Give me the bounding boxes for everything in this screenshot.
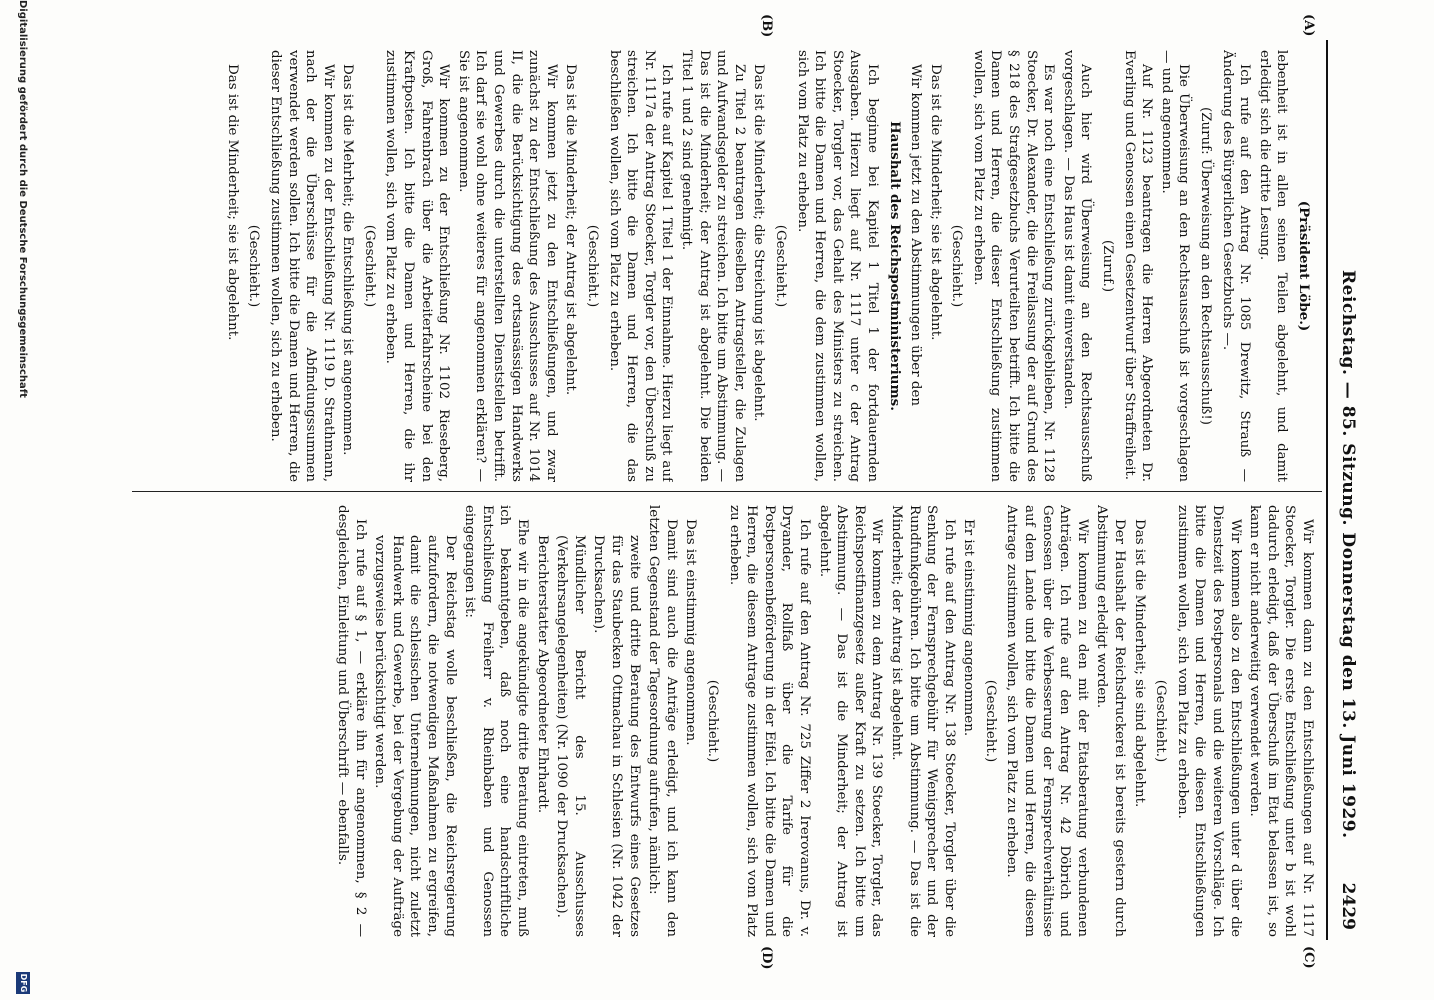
interjection: (Geschieht.) [705, 679, 720, 763]
left-column [136, 50, 1316, 482]
column-divider [132, 491, 1322, 492]
interjection: (Geschieht.) [361, 224, 377, 308]
interjection: (Geschieht.) [1153, 679, 1169, 763]
credit-text: Digitalisierung gefördert durch die Deutsche Forschungsgemeinschaft [17, 0, 28, 398]
paragraph: lebenheit ist in allen seinen Teilen abgelehnt, und damit erledigt sich die dritte Lesung. [1256, 50, 1290, 482]
paragraph: Wir kommen zu den mit der Etatsberatung verbundenen Anträgen. Ich rufe auf den Antrag Nr. 42 Döbrich und Genossen über die Verbesserung der Fernsprechverhältnisse auf dem Lande und bitte die Damen und Herren, die diesem Antrage zustimmen wollen, sich vom Platz zu erheben. [1004, 505, 1090, 937]
paragraph: Ich rufe auf den Antrag Nr. 138 Stoecker, Torgler über die Senkung der Fernsprechgebühr für Wenigsprecher und der Rundfunkgebühren. Ich bitte um Abstimmung. — Das ist die Minderheit; der Antrag ist abgelehnt. [888, 505, 957, 937]
paragraph: Wir kommen also zu den Entschließungen unter d über die Dienstzeit des Postpersonals und die weiteren Vorschläge. Ich bitte die Damen und Herren, die diesen Entschließungen zustimmen wollen, sich vom Platz zu erheben. [1174, 505, 1243, 937]
paragraph: Das ist die Mehrheit; die Entschließung ist angenommen. [340, 64, 356, 456]
paragraph: Das ist die Minderheit; sie ist abgelehnt. [927, 64, 943, 341]
paragraph: Das ist die Minderheit; die Streichung ist abgelehnt. [751, 64, 767, 422]
agenda-item: Mündlicher Bericht des 15. Ausschusses (Verkehrsangelegenheiten) (Nr. 1090 der Drucksachen). [554, 535, 587, 937]
paragraph: Ich rufe auf Kapitel 1 Titel 1 der Einnahme. Hierzu liegt auf Nr. 1117a der Antrag Stoecker, Torgler vor, den Überschuß zu streichen. Ich bitte die Damen und Herren, die das beschließen wollen, sich vom Platz zu erheben. [606, 50, 675, 482]
paragraph: Wir kommen zu der Entschließung Nr. 1102 Rieseberg, Groß, Fahrenbrach über die Arbeiterfahrscheine bei den Kraftposten. Ich bitte die Damen und Herren, die ihr zustimmen wollen, sich vom Platz zu erheben. [383, 50, 452, 482]
interjection: (Geschieht.) [585, 224, 601, 308]
paragraph: Damit sind auch die Anträge erledigt, und ich kann den letzten Gegenstand der Tagesordnung aufrufen, nämlich: [646, 505, 679, 937]
paragraph: Ich rufe auf den Antrag Nr. 1085 Drewitz, Strauß — Änderung des Bürgerlichen Gesetzbuchs —. [1219, 50, 1253, 482]
margin-mark-a: (A) [1301, 14, 1316, 37]
paragraph: Der Haushalt der Reichsdruckerei ist bereits gestern durch Abstimmung erledigt worden. [1094, 505, 1128, 937]
paragraph: Auch hier wird Überweisung an den Rechtsausschuß vorgeschlagen. — Das Haus ist damit einverstanden. [1060, 50, 1094, 482]
resolution-text: Der Reichstag wolle beschließen, die Reichsregierung aufzufordern, die notwendigen Maßnahmen zu ergreifen, damit die schlesischen Unternehmungen, nicht zuletzt Handwerk und Gewerbe, bei der Vergebung der Aufträge vorzugsweise berücksichtigt werden. [372, 535, 458, 937]
margin-mark-d: (D) [759, 946, 774, 970]
paragraph: Ich rufe auf den Antrag Nr. 725 Ziffer 2 Irerovanus, Dr. v. Dryander, Rollfaß über die Tarife für die Postpersonenbeförderung in der Eifel. Ich bitte die Damen und Herren, die diesem Antrage zustimmen wollen, sich vom Platz zu erheben. [726, 505, 812, 937]
agenda-item: zweite und dritte Beratung des Entwurfs eines Gesetzes für das Staubecken Ottmachau in Schlesien (Nr. 1042 der Drucksachen). [591, 535, 642, 937]
paragraph: Ich rufe auf § 1, — erkläre ihn für angenommen, § 2 — desgleichen, Einleitung und Überschrift — ebenfalls. [335, 505, 368, 937]
paragraph: Wir kommen jetzt zu den Abstimmungen über den [908, 64, 924, 407]
interjection: (Geschieht.) [982, 679, 998, 763]
paragraph: Ehe wir in die angekündigte dritte Beratung eintreten, muß ich bekanntgeben, daß noch eine handschriftliche Entschließung Freiherr v. Rheinbaben und Genossen eingegangen ist: [462, 505, 531, 937]
header-title: Reichstag. — 85. Sitzung. Donnerstag den 13. Juni 1929. [1338, 270, 1358, 839]
agenda-item: Berichterstatter Abgeordneter Ehrhardt. [534, 535, 550, 814]
interjection: (Geschieht.) [246, 224, 262, 308]
speaker-label: (Präsident Löbe.) [1296, 200, 1312, 332]
paragraph: Das ist die Minderheit; sie ist abgelehnt. [224, 64, 240, 341]
paragraph: Auf Nr. 1123 beantragen die Herren Abgeordneten Dr. Everling und Genossen einen Gesetzentwurf über Straffreiheit. [1121, 50, 1155, 482]
section-heading: Haushalt des Reichspostministeriums. [886, 121, 903, 411]
paragraph: Die Überweisung an den Rechtsausschuß ist vorgeschlagen — und angenommen. [1158, 50, 1192, 482]
dfg-logo: DFG [16, 972, 30, 994]
paragraph: Wir kommen zu der Entschließung Nr. 1119 D. Strathmann, nach der die Überschüsse für die Abfindungssummen verwendet werden sollen. Ich bitte die Damen und Herren, die dieser Entschließung zustimmen wollen, sich zu erheben. [267, 50, 336, 482]
paragraph: Wir kommen dann zu den Entschließungen auf Nr. 1117 Stoecker, Torgler. Die erste Entschließung unter b ist wohl dadurch erledigt, daß der Überschuß im Etat belassen ist, so kann er nicht anderweitig verwendet werden. [1247, 505, 1315, 937]
digitization-credit [10, 0, 34, 1000]
paragraph: Wir kommen zu dem Antrag Nr. 139 Stoecker, Torgler, das Reichspostfinanzgesetz außer Kraft zu setzen. Ich bitte um Abstimmung. — Das ist die Minderheit; der Antrag ist abgelehnt. [816, 505, 885, 937]
margin-mark-b: (B) [759, 14, 774, 38]
interjection: (Zuruf: Überweisung an den Rechtsausschuß!) [1198, 107, 1214, 425]
page-number: 2429 [1338, 882, 1358, 930]
interjection: (Zuruf.) [1100, 239, 1116, 293]
margin-mark-c: (C) [1301, 946, 1316, 969]
right-column [136, 505, 1316, 937]
interjection: (Geschieht.) [772, 224, 788, 308]
paragraph: Es war noch eine Entschließung zurückgeblieben, Nr. 1128 Stoecker, Dr. Alexander, die die Freilassung der auf Grund des § 218 des Strafgesetzbuchs Verurteilten betrifft. Ich bitte die Damen und Herren, die dieser Entschließung zustimmen wollen, sich vom Platz zu erheben. [970, 50, 1057, 482]
paragraph: Wir kommen jetzt zu den Entschließungen, und zwar zunächst zu der Entschließung des Ausschusses auf Nr. 1014 II, die die Berücksichtigung des ortsansässigen Handwerks und Gewerbes durch die unterstellten Dienststellen betrifft. Ich darf sie wohl ohne weiteres für angenommen erklären? — Sie ist angenommen. [455, 50, 559, 482]
paragraph: Das ist die Minderheit; sie sind abgelehnt. [1131, 519, 1147, 808]
page-header [1326, 40, 1364, 940]
paragraph: Er ist einstimmig angenommen. [961, 519, 977, 737]
paragraph: Das ist die Minderheit; der Antrag ist abgelehnt. [563, 64, 579, 396]
paragraph: Das ist einstimmig angenommen. [683, 519, 699, 746]
paragraph: Ich beginne bei Kapitel 1 Titel 1 der fortdauernden Ausgaben. Hierzu liegt auf Nr. 1117 unter c der Antrag Stoecker, Torgler vor, das Gehalt des Ministers zu streichen. Ich bitte die Damen und Herren, die dem zustimmen wollen, sich vom Platz zu erheben. [794, 50, 880, 482]
interjection: (Geschieht.) [949, 224, 965, 308]
paragraph: Zu Titel 2 beantragen dieselben Antragsteller, die Zulagen und Aufwandsgelder zu streichen. Ich bitte um Abstimmung. — Das ist die Minderheit; der Antrag ist abgelehnt. Die beiden Titel 1 und 2 sind genehmigt. [679, 50, 747, 482]
